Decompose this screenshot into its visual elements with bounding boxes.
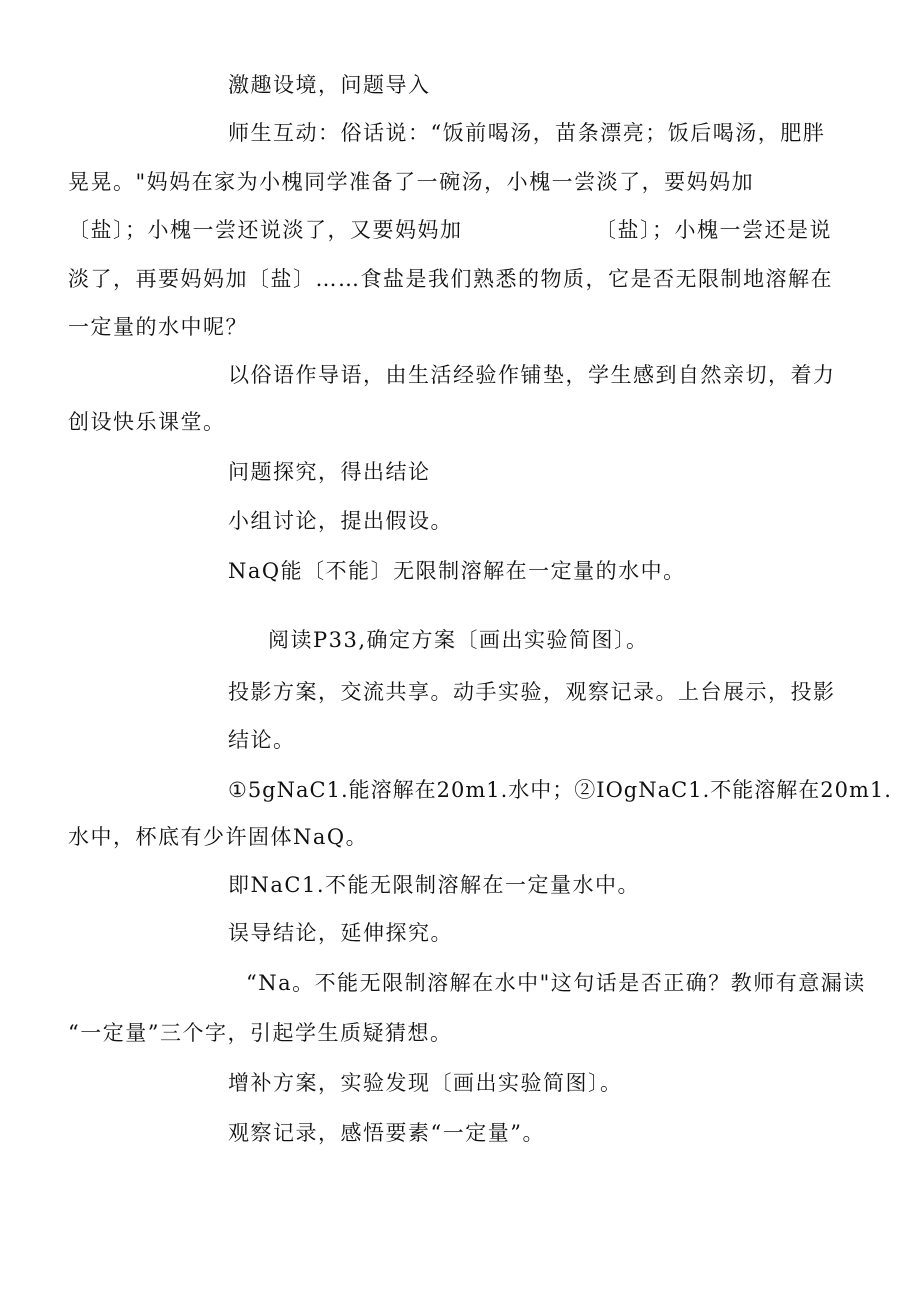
paragraph-line: 一定量的水中呢？ [68,315,248,339]
paragraph-line: 即NaC1.不能无限制溶解在一定量水中。 [228,873,640,897]
paragraph-line: “一定量”三个字，引起学生质疑猜想。 [68,1021,453,1045]
paragraph-line: 小组讨论，提出假设。 [228,509,453,533]
section-heading-extension: 误导结论，延伸探究。 [228,921,453,945]
paragraph-line: 〔盐〕；小槐一尝还说淡了，又要妈妈加 [68,218,463,242]
paragraph-line: 结论。 [228,728,296,752]
paragraph-line: 阅读P33,确定方案〔画出实验简图〕。 [268,628,649,652]
paragraph-line: 投影方案，交流共享。动手实验，观察记录。上台展示，投影 [228,680,836,704]
paragraph-line: 晃晃。"妈妈在家为小槐同学准备了一碗汤，小槐一尝淡了，要妈妈加 [68,170,755,194]
paragraph-line: 淡了，再要妈妈加〔盐〕……食盐是我们熟悉的物质，它是否无限制地溶解在 [68,267,833,291]
paragraph-line: 水中，杯底有少许固体NaQ。 [68,825,369,849]
paragraph-line: 〔盐〕；小槐一尝还是说 [595,218,832,242]
paragraph-line: 观察记录，感悟要素“一定量”。 [228,1121,545,1145]
paragraph-line: 创设快乐课堂。 [68,410,226,434]
paragraph-line: NaQ能〔不能〕无限制溶解在一定量的水中。 [228,559,686,583]
paragraph-line: ①5gNaC1.能溶解在20m1.水中；②IOgNaC1.不能溶解在20m1. [228,778,892,802]
paragraph-line: 师生互动：俗话说：“饭前喝汤，苗条漂亮；饭后喝汤，肥胖 [228,121,826,145]
section-heading-inquiry: 问题探究，得出结论 [228,460,431,484]
paragraph-line: “Na。不能无限制溶解在水中"这句话是否正确？教师有意漏读 [246,971,866,995]
section-heading-intro: 激趣设境，问题导入 [228,73,431,97]
paragraph-line: 以俗语作导语，由生活经验作铺垫，学生感到自然亲切，着力 [228,363,836,387]
paragraph-line: 增补方案，实验发现〔画出实验简图〕。 [228,1071,623,1095]
